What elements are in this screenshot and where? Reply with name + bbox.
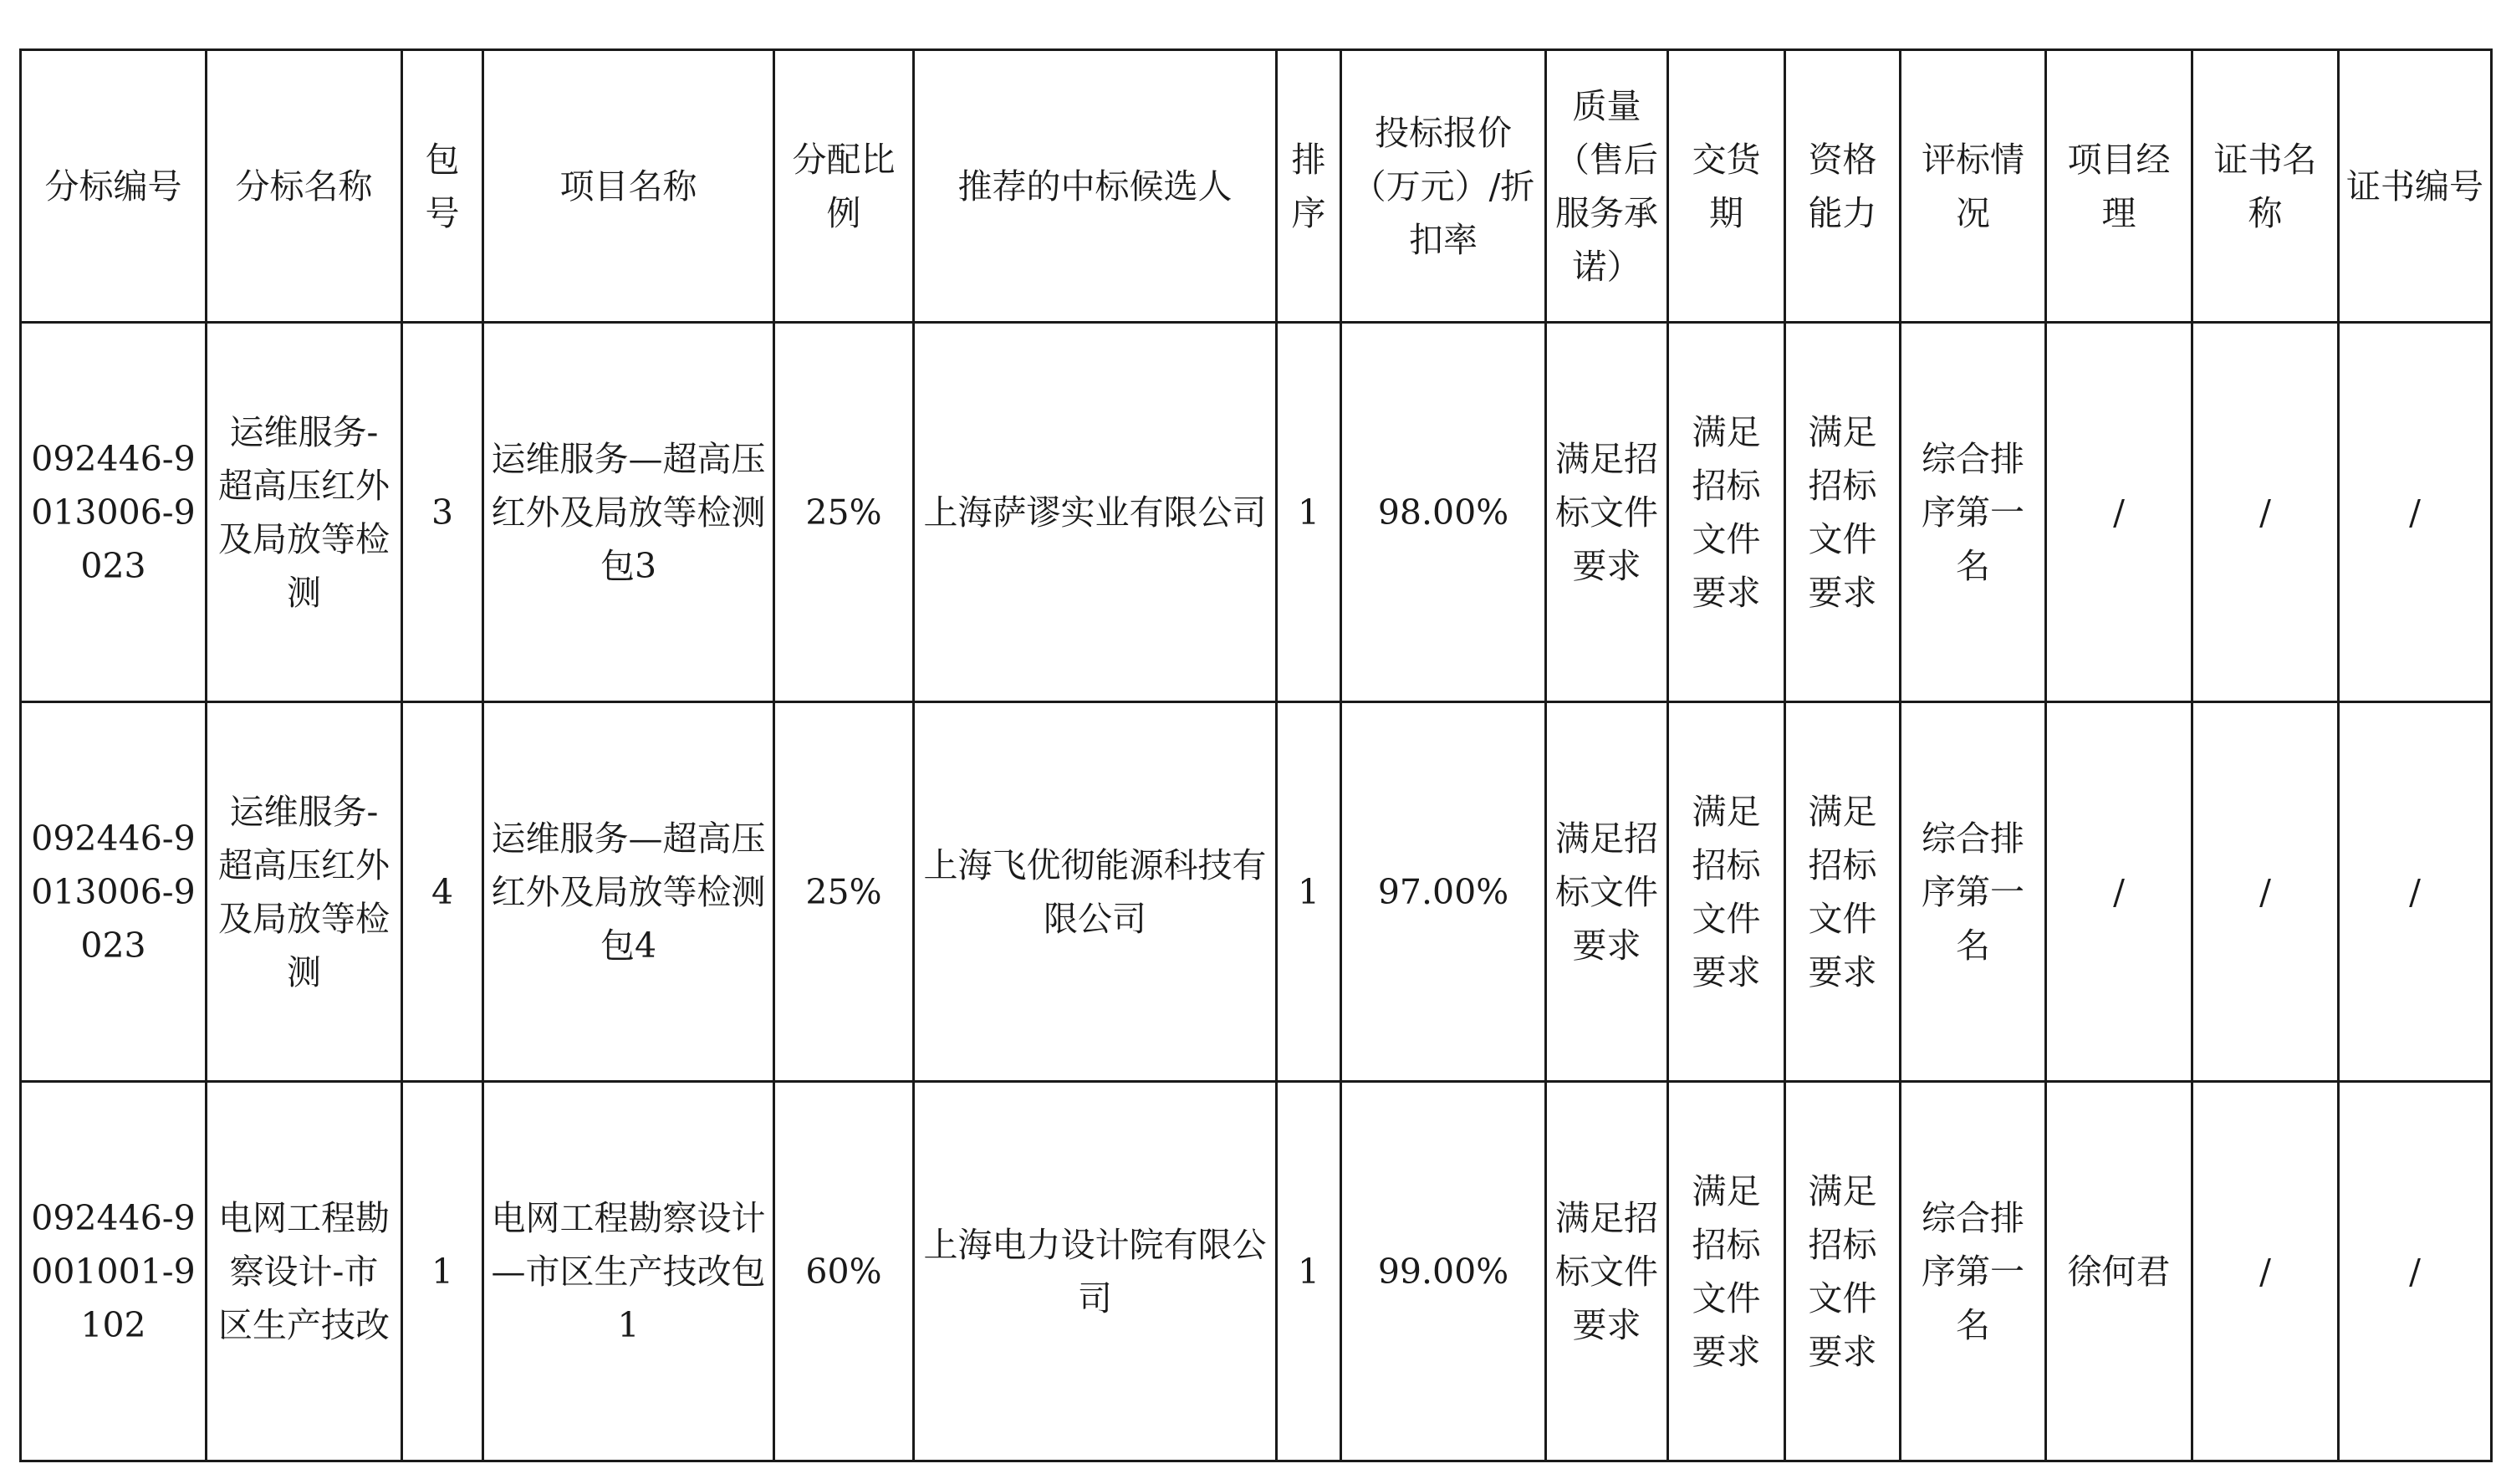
cell-quality: 满足招标文件要求: [1546, 323, 1668, 702]
header-cert-name: 证书名称: [2192, 50, 2339, 323]
header-qualification: 资格能力: [1785, 50, 1901, 323]
cell-cert-no: /: [2339, 702, 2492, 1082]
header-lot-no: 分标编号: [21, 50, 207, 323]
cell-manager: /: [2046, 702, 2192, 1082]
cell-project-name: 电网工程勘察设计—市区生产技改包1: [483, 1082, 774, 1461]
header-delivery: 交货期: [1668, 50, 1785, 323]
cell-project-name: 运维服务—超高压红外及局放等检测包4: [483, 702, 774, 1082]
cell-ratio: 25%: [774, 323, 914, 702]
cell-package: 4: [402, 702, 483, 1082]
cell-price: 99.00%: [1341, 1082, 1546, 1461]
cell-cert-name: /: [2192, 702, 2339, 1082]
header-candidate: 推荐的中标候选人: [914, 50, 1277, 323]
cell-lot-name: 运维服务-超高压红外及局放等检测: [207, 323, 402, 702]
cell-lot-no: 092446-9013006-9023: [21, 323, 207, 702]
cell-quality: 满足招标文件要求: [1546, 1082, 1668, 1461]
header-project-name: 项目名称: [483, 50, 774, 323]
cell-manager: 徐何君: [2046, 1082, 2192, 1461]
cell-manager: /: [2046, 323, 2192, 702]
header-quality: 质量（售后服务承诺）: [1546, 50, 1668, 323]
table-row: [21, 702, 2492, 1082]
cell-lot-name: 电网工程勘察设计-市区生产技改: [207, 1082, 402, 1461]
header-rank: 排序: [1277, 50, 1341, 323]
table-header: [21, 50, 2492, 323]
cell-cert-no: /: [2339, 323, 2492, 702]
cell-candidate: 上海电力设计院有限公司: [914, 1082, 1277, 1461]
cell-delivery: 满足招标文件要求: [1668, 323, 1785, 702]
award-table: [19, 48, 2493, 1462]
cell-rank: 1: [1277, 702, 1341, 1082]
cell-candidate: 上海萨谬实业有限公司: [914, 323, 1277, 702]
cell-cert-name: /: [2192, 1082, 2339, 1461]
header-evaluation: 评标情况: [1901, 50, 2046, 323]
table-body: [21, 323, 2492, 1461]
cell-package: 3: [402, 323, 483, 702]
table-row: [21, 323, 2492, 702]
cell-evaluation: 综合排序第一名: [1901, 323, 2046, 702]
header-price: 投标报价（万元）/折扣率: [1341, 50, 1546, 323]
header-package: 包号: [402, 50, 483, 323]
header-manager: 项目经理: [2046, 50, 2192, 323]
cell-qualification: 满足招标文件要求: [1785, 702, 1901, 1082]
cell-lot-no: 092446-9013006-9023: [21, 702, 207, 1082]
cell-price: 98.00%: [1341, 323, 1546, 702]
cell-cert-name: /: [2192, 323, 2339, 702]
cell-delivery: 满足招标文件要求: [1668, 1082, 1785, 1461]
cell-delivery: 满足招标文件要求: [1668, 702, 1785, 1082]
cell-rank: 1: [1277, 1082, 1341, 1461]
cell-candidate: 上海飞优彻能源科技有限公司: [914, 702, 1277, 1082]
cell-project-name: 运维服务—超高压红外及局放等检测包3: [483, 323, 774, 702]
header-row: [21, 50, 2492, 323]
cell-quality: 满足招标文件要求: [1546, 702, 1668, 1082]
header-ratio: 分配比例: [774, 50, 914, 323]
header-cert-no: 证书编号: [2339, 50, 2492, 323]
cell-ratio: 25%: [774, 702, 914, 1082]
cell-package: 1: [402, 1082, 483, 1461]
cell-qualification: 满足招标文件要求: [1785, 1082, 1901, 1461]
cell-ratio: 60%: [774, 1082, 914, 1461]
cell-lot-no: 092446-9001001-9102: [21, 1082, 207, 1461]
cell-price: 97.00%: [1341, 702, 1546, 1082]
cell-cert-no: /: [2339, 1082, 2492, 1461]
header-lot-name: 分标名称: [207, 50, 402, 323]
cell-lot-name: 运维服务-超高压红外及局放等检测: [207, 702, 402, 1082]
table-row: [21, 1082, 2492, 1461]
cell-rank: 1: [1277, 323, 1341, 702]
cell-qualification: 满足招标文件要求: [1785, 323, 1901, 702]
cell-evaluation: 综合排序第一名: [1901, 702, 2046, 1082]
cell-evaluation: 综合排序第一名: [1901, 1082, 2046, 1461]
